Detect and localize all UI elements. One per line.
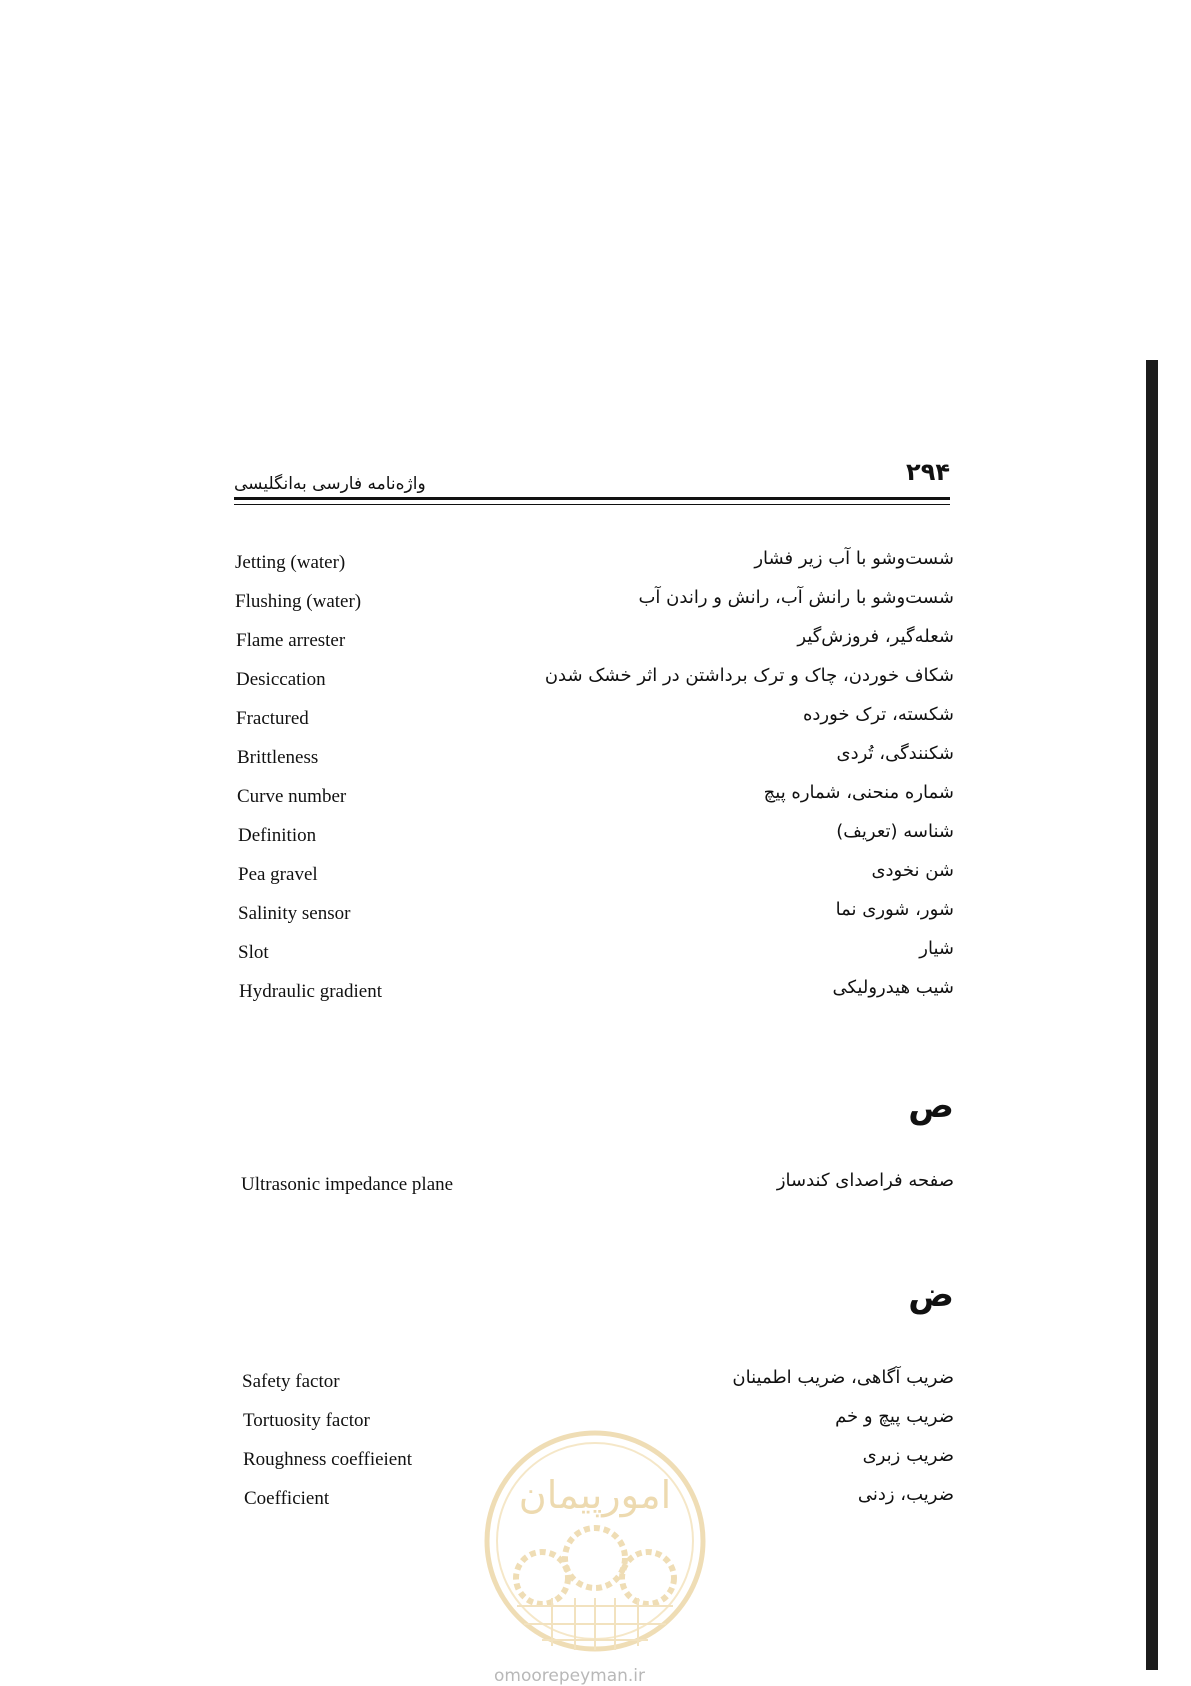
entry-persian: صفحه فراصدای کندساز: [776, 1170, 954, 1191]
glossary-entry: [0, 743, 1191, 777]
entry-persian: شن نخودی: [871, 860, 954, 881]
glossary-entry: [0, 665, 1191, 699]
entry-english: Coefficient: [244, 1488, 330, 1509]
entry-persian: شماره منحنی، شماره پیچ: [763, 782, 954, 803]
entry-english: Hydraulic gradient: [239, 981, 382, 1002]
glossary-entry: [0, 1367, 1191, 1401]
glossary-entry: [0, 821, 1191, 855]
entry-persian: شست‌وشو با رانش آب، رانش و راندن آب: [638, 587, 954, 608]
entry-english: Desiccation: [236, 669, 326, 690]
entry-persian: شناسه (تعریف): [836, 821, 954, 842]
entry-persian: ضریب آگاهی، ضریب اطمینان: [732, 1367, 954, 1388]
entry-persian: شیار: [919, 938, 954, 959]
glossary-entry: [0, 548, 1191, 582]
entry-english: Pea gravel: [238, 864, 318, 885]
entry-persian: شست‌وشو با آب زیر فشار: [754, 548, 954, 569]
entry-persian: شور، شوری نما: [835, 899, 954, 920]
entry-english: Curve number: [237, 786, 347, 807]
glossary-entry: [0, 782, 1191, 816]
entry-persian: ضریب زبری: [862, 1445, 954, 1466]
entry-persian: شکاف خوردن، چاک و ترک برداشتن در اثر خشک شدن: [544, 665, 954, 686]
entry-english: Brittleness: [237, 747, 319, 768]
watermark-site-url: omoorepeyman.ir: [494, 1666, 646, 1686]
entry-persian: شکسته، ترک خورده: [802, 704, 954, 725]
glossary-entry: [0, 938, 1191, 972]
glossary-entry: [0, 1170, 1191, 1204]
entry-english: Jetting (water): [235, 552, 346, 573]
entry-persian: شیب هیدرولیکی: [832, 977, 954, 998]
entry-persian: شعله‌گیر، فروزش‌گیر: [797, 626, 954, 647]
entry-english: Flame arrester: [236, 630, 346, 651]
entry-english: Definition: [238, 825, 317, 846]
header-rule-thick: [234, 497, 950, 500]
glossary-entry: [0, 626, 1191, 660]
entry-english: Flushing (water): [235, 591, 362, 612]
entry-english: Ultrasonic impedance plane: [241, 1174, 454, 1195]
entry-persian: ضریب پیچ و خم: [835, 1406, 954, 1427]
watermark-text: امورپیمان: [518, 1473, 672, 1517]
entry-persian: ضریب، زدنی: [857, 1484, 954, 1505]
entry-english: Roughness coeffieient: [243, 1449, 413, 1470]
watermark-seal-logo: [482, 1428, 708, 1654]
glossary-entry: [0, 704, 1191, 738]
section-letter-zad: ض: [908, 1275, 954, 1315]
glossary-entry: [0, 977, 1191, 1011]
section-letter-sad: ص: [908, 1086, 954, 1126]
entry-persian: شکنندگی، تُردی: [836, 743, 954, 764]
entry-english: Fractured: [236, 708, 309, 729]
page-number: ۲۹۴: [906, 458, 950, 486]
glossary-entry: [0, 587, 1191, 621]
page-header: [234, 458, 950, 498]
entry-english: Salinity sensor: [238, 903, 351, 924]
glossary-entry: [0, 860, 1191, 894]
entry-english: Safety factor: [242, 1371, 340, 1392]
entry-english: Tortuosity factor: [243, 1410, 370, 1431]
entry-english: Slot: [238, 942, 269, 963]
header-rule-thin: [234, 504, 950, 505]
glossary-entry: [0, 899, 1191, 933]
running-title: واژه‌نامه فارسی به‌انگلیسی: [234, 474, 426, 494]
